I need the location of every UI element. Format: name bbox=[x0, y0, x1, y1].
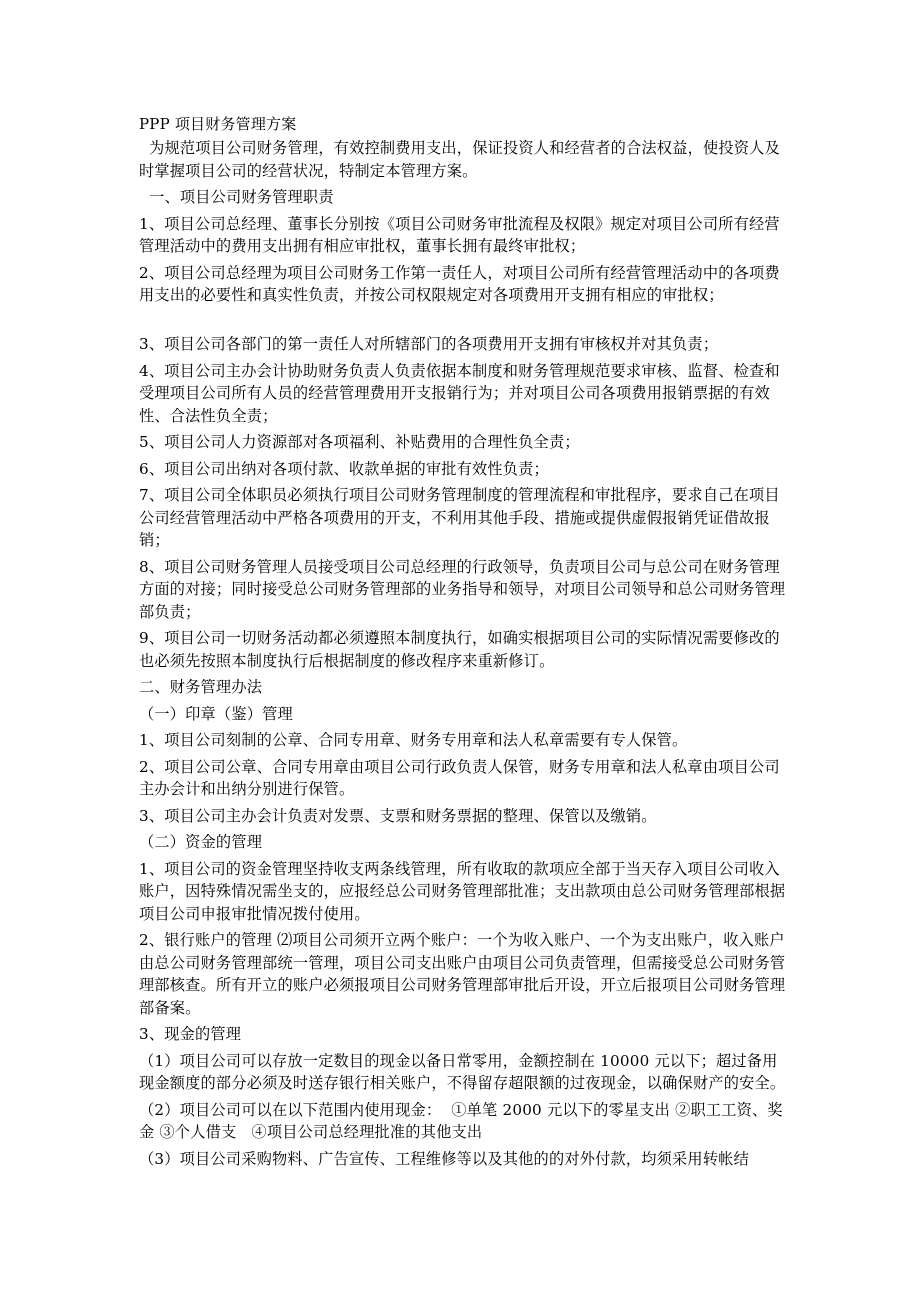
paragraph-seal-1: 1、项目公司刻制的公章、合同专用章、财务专用章和法人私章需要有专人保管。 bbox=[139, 731, 688, 749]
section-heading-2: 二、财务管理办法 bbox=[139, 678, 263, 696]
paragraph-intro: 为规范项目公司财务管理，有效控制费用支出，保证投资人和经营者的合法权益，使投资人及时掌握项目公司的经营状况，特制定本管理方案。 bbox=[139, 139, 780, 180]
subsection-heading-funds: （二）资金的管理 bbox=[139, 833, 263, 851]
paragraph-item-1-6: 6、项目公司出纳对各项付款、收款单据的审批有效性负责； bbox=[139, 459, 549, 478]
paragraph-item-1-8: 8、项目公司财务管理人员接受项目公司总经理的行政领导，负责项目公司与总公司在财务管理方面的对接；同时接受总公司财务管理部的业务指导和领导，对项目公司领导和总公司财务管理部负责； bbox=[139, 557, 786, 621]
document-title: PPP 项目财务管理方案 bbox=[139, 115, 297, 133]
paragraph-item-1-4: 4、项目公司主办会计协助财务负责人负责依据本制度和财务管理规范要求审核、监督、检查和受理项目公司所有人员的经营管理费用开支报销行为；并对项目公司各项费用报销票据的有效性、合法性负全责； bbox=[139, 361, 780, 425]
paragraph-cash-3: （3）项目公司采购物料、广告宣传、工程维修等以及其他的的对外付款，均须采用转帐结 bbox=[139, 1149, 749, 1168]
paragraph-seal-3: 3、项目公司主办会计负责对发票、支票和财务票据的整理、保管以及缴销。 bbox=[139, 806, 657, 825]
paragraph-item-1-9: 9、项目公司一切财务活动都必须遵照本制度执行，如确实根据项目公司的实际情况需要修改的也必须先按照本制度执行后根据制度的修改程序来重新修订。 bbox=[139, 629, 780, 670]
paragraph-funds-2: 2、银行账户的管理 ⑵项目公司须开立两个账户：一个为收入账户、一个为支出账户，收入账户由总公司财务管理部统一管理，项目公司支出账户由项目公司负责管理，但需接受总公司财务管理部核查。所有开立的账户必须报项目公司财务管理部审批后开设，开立后报项目公司财务管理部备案。 bbox=[139, 931, 786, 1017]
blank-line bbox=[139, 307, 787, 330]
paragraph-cash-1: （1）项目公司可以存放一定数目的现金以备日常零用，金额控制在 10000 元以下；超过备用现金额度的部分必须及时送存银行相关账户，不得留存超限额的过夜现金，以确保财产的安全。 bbox=[139, 1051, 786, 1092]
subsection-heading-seal: （一）印章（鉴）管理 bbox=[139, 704, 293, 723]
paragraph-item-1-2: 2、项目公司总经理为项目公司财务工作第一责任人，对项目公司所有经营管理活动中的各项费用支出的必要性和真实性负责，并按公司权限规定对各项费用开支拥有相应的审批权； bbox=[139, 263, 780, 304]
paragraph-item-1-5: 5、项目公司人力资源部对各项福利、补贴费用的合理性负全责； bbox=[139, 433, 580, 451]
paragraph-item-1-3: 3、项目公司各部门的第一责任人对所辖部门的各项费用开支拥有审核权并对其负责； bbox=[139, 335, 719, 353]
paragraph-seal-2: 2、项目公司公章、合同专用章由项目公司行政负责人保管，财务专用章和法人私章由项目公司主办会计和出纳分别进行保管。 bbox=[139, 757, 780, 798]
paragraph-funds-1: 1、项目公司的资金管理坚持收支两条线管理，所有收取的款项应全部于当天存入项目公司收入账户，因特殊情况需坐支的，应报经总公司财务管理部批准；支出款项由总公司财务管理部根据项目公司申报审批情况拨付使用。 bbox=[139, 859, 786, 923]
document-body bbox=[139, 137, 787, 1170]
paragraph-funds-3: 3、现金的管理 bbox=[139, 1025, 242, 1043]
paragraph-item-1-1: 1、项目公司总经理、董事长分别按《项目公司财务审批流程及权限》规定对项目公司所有经营管理活动中的费用支出拥有相应审批权，董事长拥有最终审批权； bbox=[139, 214, 780, 255]
document-page bbox=[139, 112, 787, 1170]
paragraph-cash-2: （2）项目公司可以在以下范围内使用现金： ①单笔 2000 元以下的零星支出 ②职工工资、奖金 ③个人借支 ④项目公司总经理批准的其他支出 bbox=[139, 1100, 783, 1141]
paragraph-item-1-7: 7、项目公司全体职员必须执行项目公司财务管理制度的管理流程和审批程序，要求自己在项目公司经营管理活动中严格各项费用的开支，不利用其他手段、措施或提供虚假报销凭证借故报销； bbox=[139, 486, 780, 549]
section-heading-1: 一、项目公司财务管理职责 bbox=[139, 188, 334, 206]
